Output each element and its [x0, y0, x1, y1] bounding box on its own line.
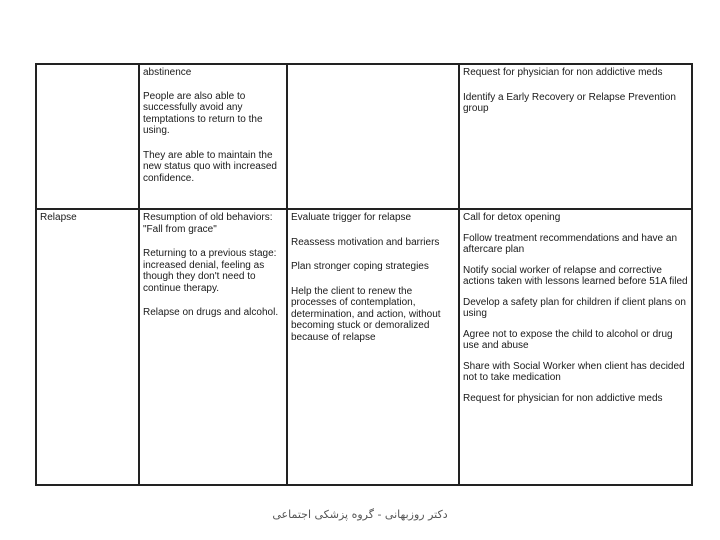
service-text: Request for physician for non addictive meds — [463, 67, 663, 78]
services-cell — [459, 209, 692, 485]
description-cell — [139, 64, 287, 209]
service-text: Develop a safety plan for children if client plans on using — [463, 296, 686, 319]
description-text: Relapse on drugs and alcohol. — [143, 307, 279, 318]
stage-cell — [36, 64, 139, 209]
slide-footer: دکتر روزبهانی - گروه پزشکی اجتماعی — [272, 508, 448, 521]
service-text: Notify social worker of relapse and corrective actions taken with lessons learned before 51A filed — [463, 264, 688, 287]
intervention-text: Evaluate trigger for relapse — [291, 212, 412, 223]
stage-cell: Relapse — [36, 209, 139, 485]
description-text: Resumption of old behaviors: "Fall from grace" — [143, 212, 273, 235]
service-text: Agree not to expose the child to alcohol or drug use and abuse — [463, 328, 673, 351]
intervention-text: Plan stronger coping strategies — [291, 261, 429, 272]
description-cell — [139, 209, 287, 485]
service-text: Request for physician for non addictive meds — [463, 392, 663, 404]
services-cell — [459, 64, 692, 209]
intervention-text: Reassess motivation and barriers — [291, 236, 440, 248]
service-text: Share with Social Worker when client has decided not to take medication — [463, 360, 685, 383]
interventions-cell — [287, 64, 459, 209]
stages-table — [35, 63, 693, 486]
table-row — [36, 64, 692, 209]
description-text: They are able to maintain the new status quo with increased confidence. — [143, 149, 277, 184]
description-text: Returning to a previous stage: increased denial, feeling as though they don't need to continue therapy. — [143, 248, 277, 294]
description-text: abstinence — [143, 67, 192, 78]
service-text: Follow treatment recommendations and have an aftercare plan — [463, 232, 678, 255]
interventions-cell — [287, 209, 459, 485]
description-text: People are also able to successfully avoid any temptations to return to the using. — [143, 90, 263, 136]
intervention-text: Help the client to renew the processes of contemplation, determination, and action, without becoming stuck or demoralized because of relapse — [291, 285, 441, 343]
service-text: Call for detox opening — [463, 212, 561, 223]
table-row — [36, 209, 692, 485]
service-text: Identify a Early Recovery or Relapse Prevention group — [463, 91, 676, 114]
